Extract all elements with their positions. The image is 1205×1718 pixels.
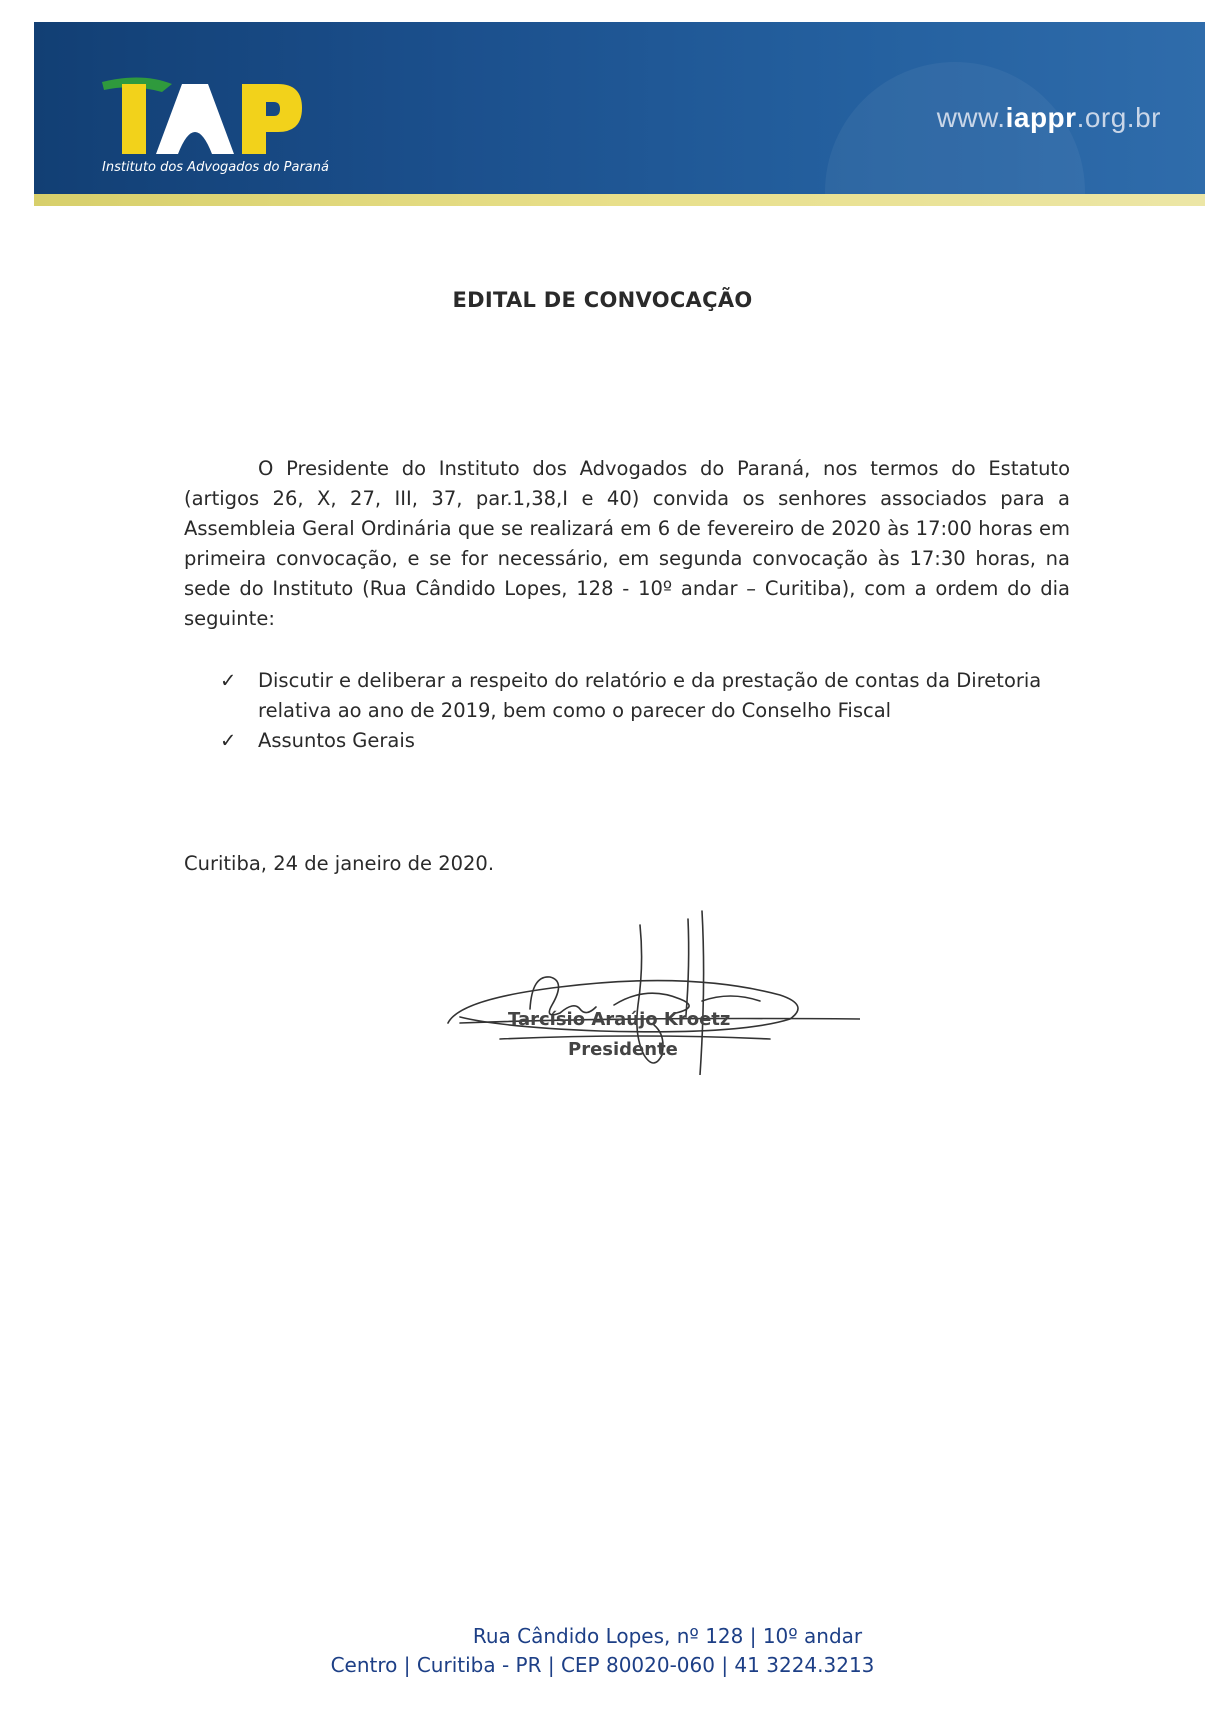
document-title: EDITAL DE CONVOCAÇÃO xyxy=(452,288,753,312)
footer-address-line2: Centro | Curitiba - PR | CEP 80020-060 | 41 3224.3213 xyxy=(330,1653,875,1677)
convocation-paragraph: O Presidente do Instituto dos Advogados do Paraná, nos termos do Estatuto (artigos 26, X, 27, III, 37, par.1,38,I e 40) convida os senhores associados para a Assembleia Geral Ordinária que se realizará em 6 de fevereiro de 2020 às 17:00 horas em primeira convocação, e se for necessário, em segunda convocação às 17:30 horas, na sede do Instituto (Rua Cândido Lopes, 128 - 10º andar – Curitiba), com a ordem do dia seguinte: xyxy=(184,457,1070,630)
place-and-date: Curitiba, 24 de janeiro de 2020. xyxy=(184,852,495,875)
iap-logo xyxy=(66,50,329,175)
footer-address-line1: Rua Cândido Lopes, nº 128 | 10º andar xyxy=(472,1624,863,1648)
iap-logo-mark xyxy=(102,70,302,160)
agenda-item-text: Discutir e deliberar a respeito do relatório e da prestação de contas da Diretoria relativa ao ano de 2019, bem como o parecer do Conselho Fiscal xyxy=(258,669,1042,722)
agenda-list xyxy=(220,666,1070,756)
checkmark-icon: ✓ xyxy=(220,669,237,692)
agenda-item xyxy=(220,726,1070,756)
signer-name: Tarcísio Araújo Kroetz xyxy=(508,1009,731,1030)
signer-role: Presidente xyxy=(568,1039,678,1060)
header-stripe xyxy=(34,194,1205,206)
website-suffix: .org.br xyxy=(1076,102,1161,133)
logo-subtitle: Instituto dos Advogados do Paraná xyxy=(102,160,329,175)
website-prefix: www. xyxy=(936,102,1006,133)
agenda-item-text: Assuntos Gerais xyxy=(258,729,415,752)
website-domain: iappr xyxy=(1005,102,1077,133)
footer-address xyxy=(0,1622,1205,1680)
agenda-item xyxy=(220,666,1070,726)
website-link[interactable] xyxy=(937,102,1161,134)
checkmark-icon: ✓ xyxy=(220,729,237,752)
